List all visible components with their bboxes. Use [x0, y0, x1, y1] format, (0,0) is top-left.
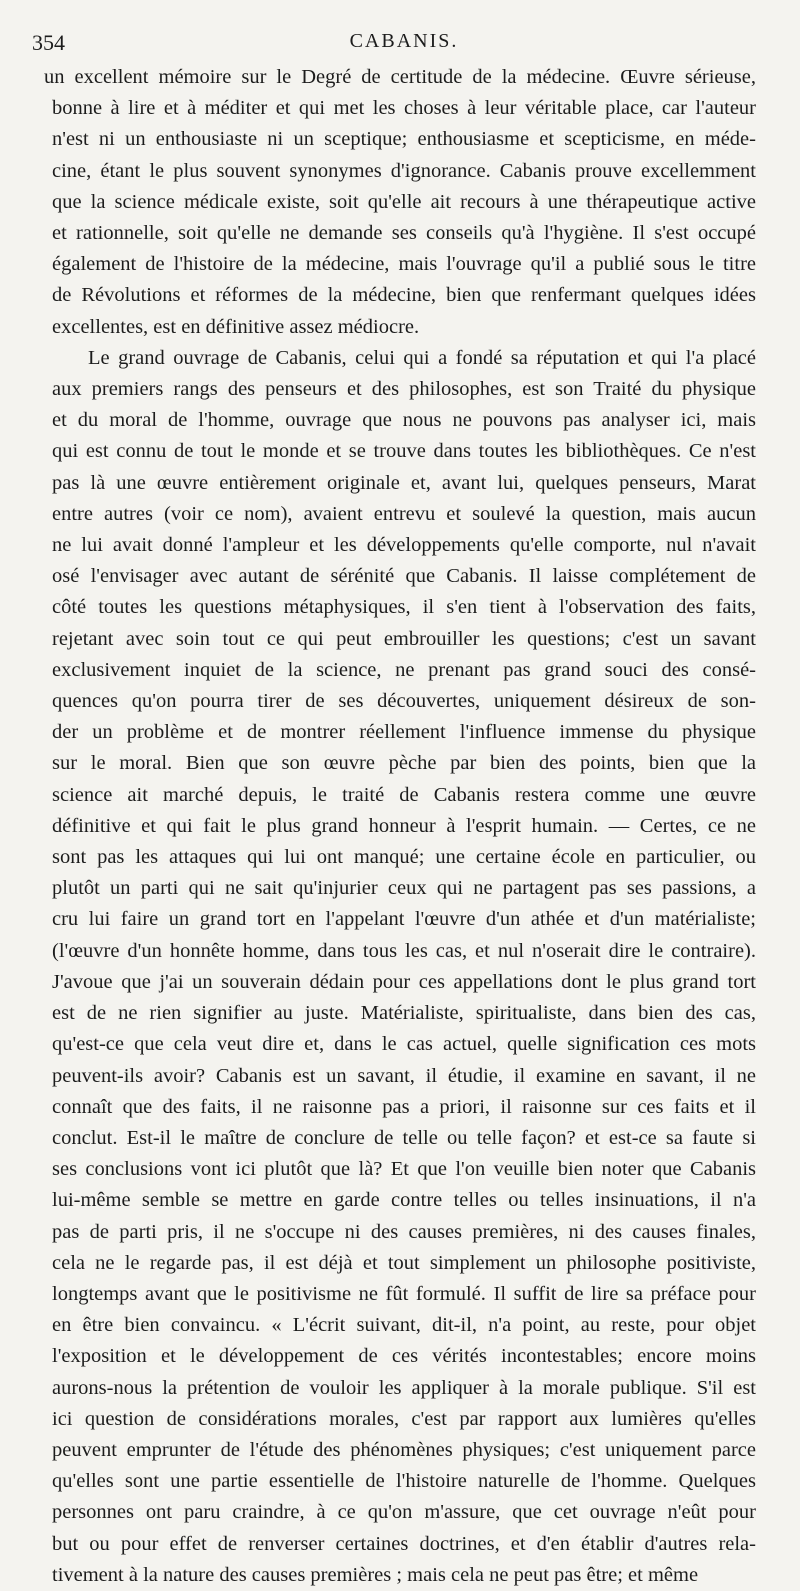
text-line: est de ne rien signifier au juste. Matérialiste, spiritualiste, dans bien des cas, — [52, 1002, 756, 1025]
text-line: qu'est-ce que cela veut dire et, dans le cas actuel, quelle signification ces mots — [52, 1033, 756, 1056]
text-line: cela ne le regarde pas, il est déjà et tout simplement un philosophe positiviste, — [52, 1251, 756, 1274]
text-line: plutôt un parti qui ne sait qu'injurier ceux qui ne partagent pas ses passions, a — [52, 877, 756, 900]
text-line: pas de parti pris, il ne s'occupe ni des causes premières, ni des causes finales, — [52, 1220, 756, 1243]
text-line: conclut. Est-il le maître de conclure de telle ou telle façon? et est-ce sa faute si — [52, 1126, 756, 1149]
text-line: que la science médicale existe, soit qu'elle ait recours à une thérapeutique active — [52, 190, 756, 213]
text-line: aurons-nous la prétention de vouloir les appliquer à la morale publique. S'il est — [52, 1376, 756, 1399]
text-line: sur le moral. Bien que son œuvre pèche par bien des points, bien que la — [52, 752, 756, 775]
text-line: J'avoue que j'ai un souverain dédain pour ces appellations dont le plus grand tort — [52, 970, 756, 993]
paragraph-2 — [52, 343, 756, 1591]
page-number: 354 — [32, 30, 65, 55]
text-line: connaît que des faits, il ne raisonne pas a priori, il raisonne sur ces faits et il — [52, 1095, 756, 1118]
text-line: cine, étant le plus souvent synonymes d'ignorance. Cabanis prouve excellemment — [52, 159, 756, 182]
text-line: personnes ont paru craindre, à ce qu'on m'assure, que cet ouvrage n'eût pour — [52, 1501, 756, 1524]
text-line: sont pas les attaques qui lui ont manqué; une certaine école en particulier, ou — [52, 846, 756, 869]
page-header — [32, 22, 756, 62]
text-line: ne lui avait donné l'ampleur et les développements qu'elle comporte, nul n'avait — [52, 534, 756, 557]
text-line: peuvent-ils avoir? Cabanis est un savant, il étudie, il examine en savant, il ne — [52, 1064, 756, 1087]
text-line: bonne à lire et à méditer et qui met les choses à leur véritable place, car l'auteur — [52, 97, 756, 120]
text-line: définitive et qui fait le plus grand honneur à l'esprit humain. — Certes, ce ne — [52, 814, 756, 837]
text-line: osé l'envisager avec autant de sérénité que Cabanis. Il laisse complétement de — [52, 565, 756, 588]
text-line: entre autres (voir ce nom), avaient entrevu et soulevé la question, mais aucun — [52, 502, 756, 525]
text-line: cru lui faire un grand tort en l'appelant l'œuvre d'un athée et d'un matérialiste; — [52, 908, 756, 931]
running-title: CABANIS. — [349, 30, 459, 52]
text-line: n'est ni un enthousiaste ni un sceptique; enthousiasme et scepticisme, en méde- — [52, 128, 756, 151]
text-line: peuvent emprunter de l'étude des phénomènes physiques; c'est uniquement parce — [52, 1438, 756, 1461]
text-line: également de l'histoire de la médecine, mais l'ouvrage qu'il a publié sous le titre — [52, 253, 756, 276]
text-line: et rationnelle, soit qu'elle ne demande ses conseils qu'à l'hygiène. Il s'est occupé — [52, 222, 756, 245]
text-line: (l'œuvre d'un honnête homme, dans tous les cas, et nul n'oserait dire le contraire). — [52, 939, 756, 962]
text-line: un excellent mémoire sur le Degré de certitude de la médecine. Œuvre sérieuse, — [44, 66, 756, 88]
text-line: der un problème et de montrer réellement l'influence immense du physique — [52, 721, 756, 744]
text-line: quences qu'on pourra tirer de ses découvertes, uniquement désireux de son- — [52, 690, 756, 713]
text-line: ses conclusions vont ici plutôt que là? Et que l'on veuille bien noter que Cabanis — [52, 1158, 756, 1181]
paragraph-1 — [44, 62, 756, 343]
text-line: en être bien convaincu. « L'écrit suivant, dit-il, n'a point, au reste, pour objet — [52, 1314, 756, 1337]
text-line: science ait marché depuis, le traité de Cabanis restera comme une œuvre — [52, 783, 756, 806]
text-line: aux premiers rangs des penseurs et des philosophes, est son Traité du physique — [52, 378, 756, 401]
text-line: et du moral de l'homme, ouvrage que nous ne pouvons pas analyser ici, mais — [52, 409, 756, 432]
text-line: lui-même semble se mettre en garde contre telles ou telles insinuations, il n'a — [52, 1189, 756, 1212]
text-line: Le grand ouvrage de Cabanis, celui qui a fondé sa réputation et qui l'a placé — [88, 346, 756, 369]
text-line: but ou pour effet de renverser certaines doctrines, et d'en établir d'autres rela- — [52, 1532, 756, 1555]
text-line: rejetant avec soin tout ce qui peut embrouiller les questions; c'est un savant — [52, 627, 756, 650]
text-line: pas là une œuvre entièrement originale et, avant lui, quelques penseurs, Marat — [52, 471, 756, 494]
text-line: longtemps avant que le positivisme ne fût formulé. Il suffit de lire sa préface pour — [52, 1282, 756, 1305]
text-line: l'exposition et le développement de ces vérités incontestables; encore moins — [52, 1345, 756, 1368]
text-line: qui est connu de tout le monde et se trouve dans toutes les bibliothèques. Ce n'est — [52, 440, 756, 463]
text-line: de Révolutions et réformes de la médecine, bien que renfermant quelques idées — [52, 284, 756, 307]
text-line: tivement à la nature des causes premières ; mais cela ne peut pas être; et même — [52, 1563, 699, 1586]
text-line: qu'elles sont une partie essentielle de l'histoire naturelle de l'homme. Quelques — [52, 1470, 756, 1493]
text-line: excellentes, est en définitive assez médiocre. — [52, 315, 420, 338]
text-line: côté toutes les questions métaphysiques, il s'en tient à l'observation des faits, — [52, 596, 756, 619]
text-line: ici question de considérations morales, c'est par rapport aux lumières qu'elles — [52, 1407, 756, 1430]
text-line: exclusivement inquiet de la science, ne prenant pas grand souci des consé- — [52, 658, 756, 681]
